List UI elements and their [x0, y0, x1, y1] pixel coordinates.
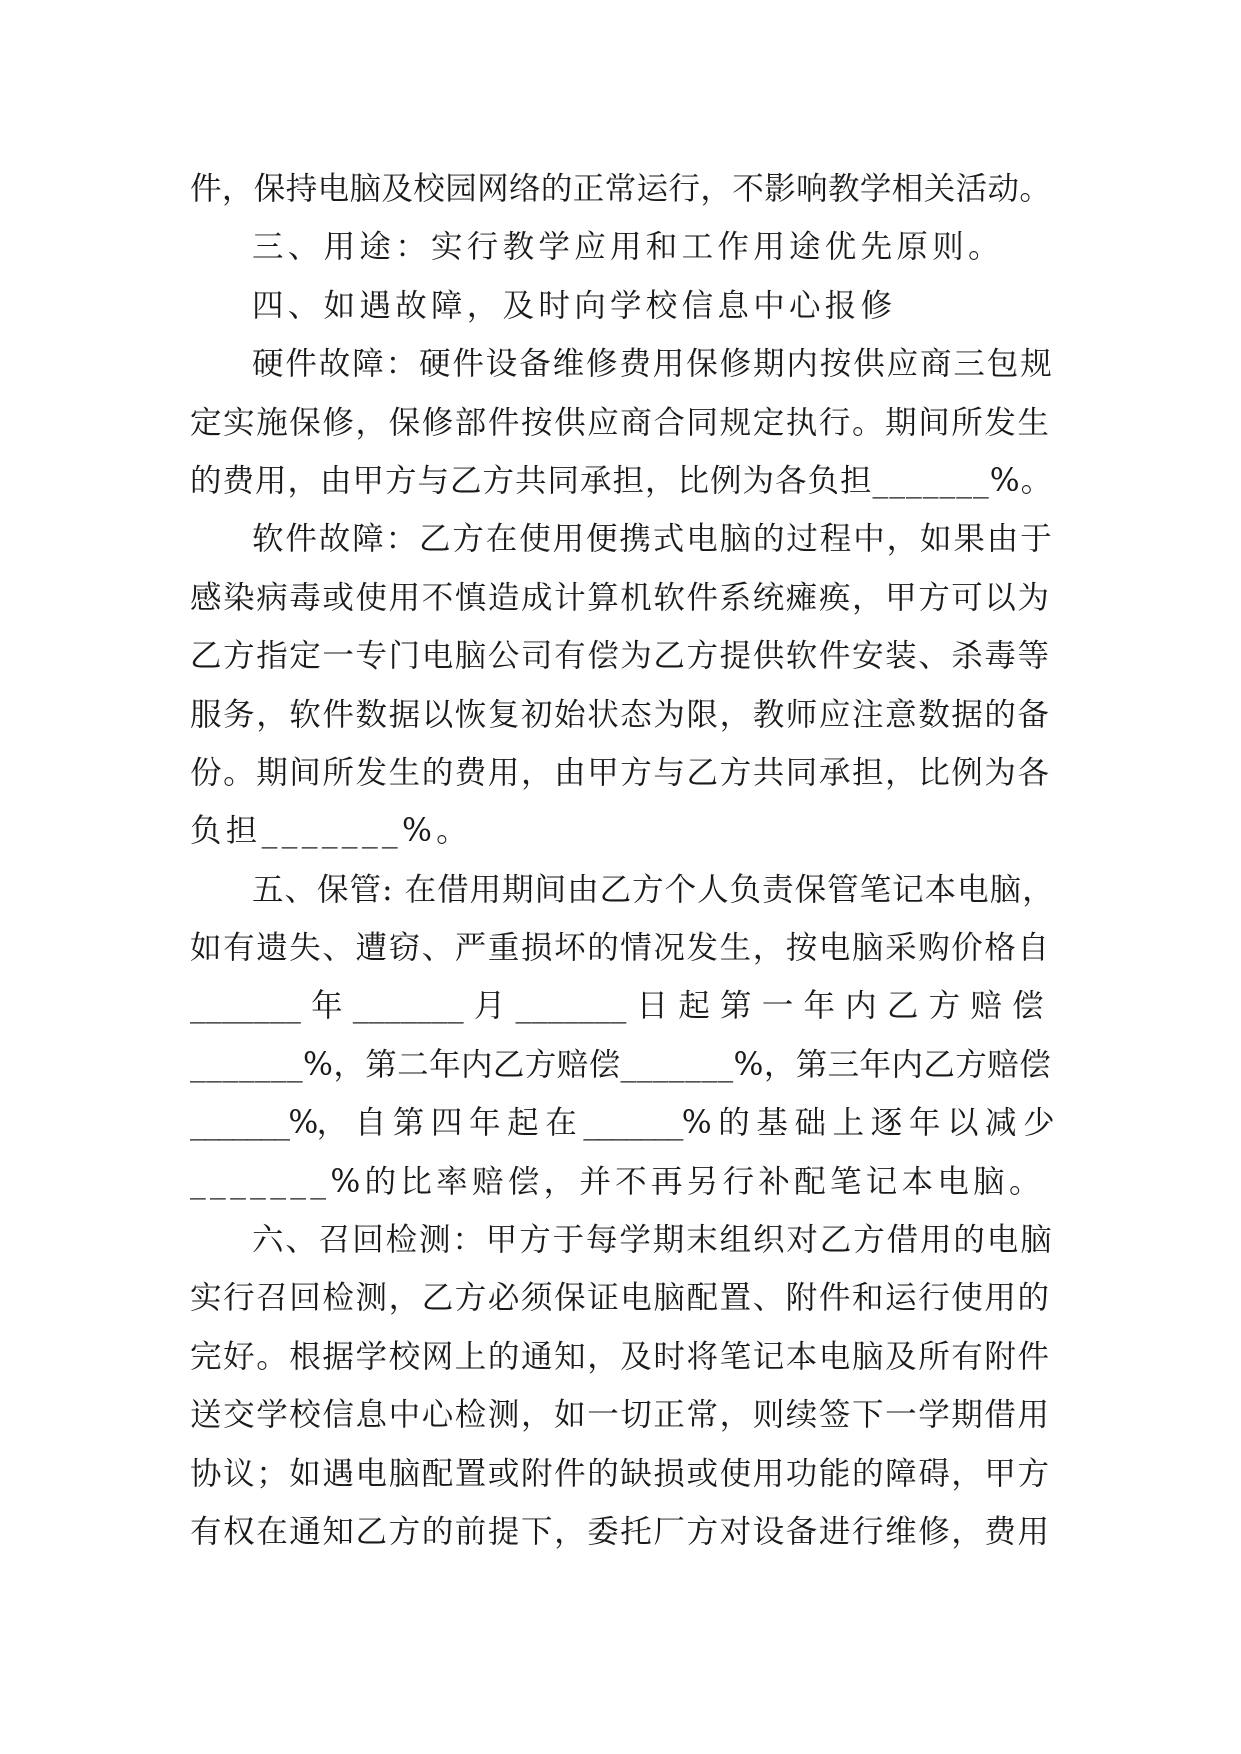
text-line: 三、用途：实行教学应用和工作用途优先原则。: [252, 229, 1004, 266]
text-line: _______%，第二年内乙方赔偿_______%，第三年内乙方赔偿: [190, 1046, 1051, 1083]
text-line: 协议；如遇电脑配置或附件的缺损或使用功能的障碍，甲方: [190, 1455, 1051, 1492]
text-line: 如有遗失、遭窃、严重损坏的情况发生，按电脑采购价格自: [190, 930, 1051, 967]
text-line: 软件故障：乙方在使用便携式电脑的过程中，如果由于: [252, 521, 1054, 558]
text-line: _______%， 自 第 四 年 起 在 _______% 的 基 础 上 逐 年 以 减 少: [190, 1105, 1053, 1142]
text-line: 完好。根据学校网上的通知，及时将笔记本电脑及所有附件: [190, 1338, 1051, 1375]
text-line: _______%的比率赔偿，并不再另行补配笔记本电脑。: [190, 1163, 1045, 1200]
text-line: 有权在通知乙方的前提下，委托厂方对设备进行维修，费用: [190, 1513, 1051, 1550]
text-line: 服务，软件数据以恢复初始状态为限，教师应注意数据的备: [190, 696, 1051, 733]
text-line: 定实施保修，保修部件按供应商合同规定执行。期间所发生: [190, 404, 1051, 441]
text-line: 实行召回检测，乙方必须保证电脑配置、附件和运行使用的: [190, 1280, 1051, 1317]
body-text: [190, 160, 1056, 1561]
text-line: 送交学校信息中心检测，如一切正常，则续签下一学期借用: [190, 1397, 1051, 1434]
text-line: 六、召回检测：甲方于每学期末组织对乙方借用的电脑: [252, 1222, 1054, 1259]
text-line: 乙方指定一专门电脑公司有偿为乙方提供软件安装、杀毒等: [190, 638, 1051, 675]
text-line: 四、如遇故障，及时向学校信息中心报修: [252, 287, 897, 324]
text-line: 份。期间所发生的费用，由甲方与乙方共同承担，比例为各: [190, 754, 1051, 791]
text-line: 硬件故障：硬件设备维修费用保修期内按供应商三包规: [252, 346, 1054, 383]
text-line: _______ 年 _______ 月 _______ 日 起 第 一 年 内 乙 方 赔 偿: [190, 988, 1044, 1025]
text-line: 的费用，由甲方与乙方共同承担，比例为各负担_______%。: [190, 462, 1054, 499]
text-line: 感染病毒或使用不慎造成计算机软件系统瘫痪，甲方可以为: [190, 579, 1051, 616]
text-line: 五、保管: 在借用期间由乙方个人负责保管笔记本电脑，: [252, 871, 1055, 908]
text-line: 负担_______%。: [190, 813, 472, 850]
text-line: 件，保持电脑及校园网络的正常运行，不影响教学相关活动。: [190, 171, 1052, 207]
